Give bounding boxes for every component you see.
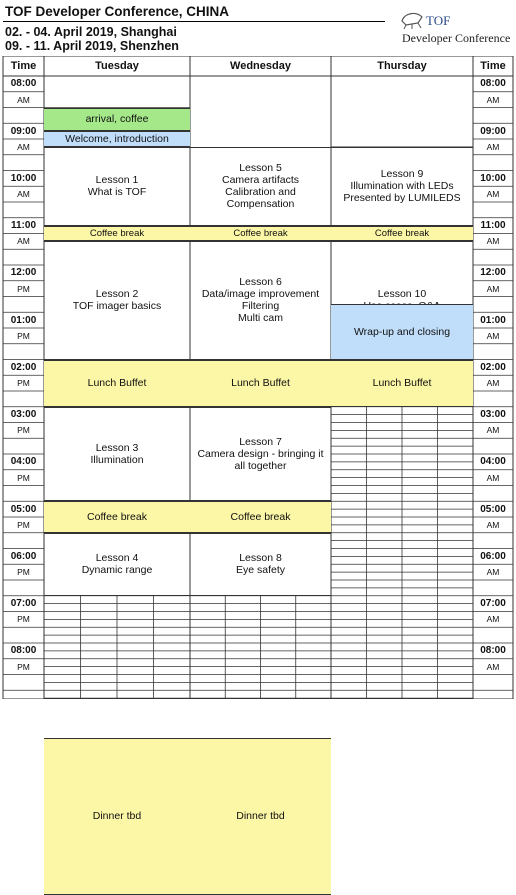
hour-label: 08:00 xyxy=(3,76,44,92)
wednesday-coffee-break-2: Coffee break xyxy=(190,501,331,533)
hour-label: 06:00 xyxy=(3,549,44,565)
am-pm-label-right: AM xyxy=(473,564,513,580)
am-pm-label-right: AM xyxy=(473,659,513,675)
am-pm-label-right: AM xyxy=(473,517,513,533)
am-pm-label: PM xyxy=(3,470,44,486)
hour-label-right: 09:00 xyxy=(473,123,513,139)
am-pm-label-right: AM xyxy=(473,470,513,486)
hour-label: 07:00 xyxy=(3,596,44,612)
am-pm-label-right: AM xyxy=(473,328,513,344)
thursday-lunch: Lunch Buffet xyxy=(331,360,473,407)
am-pm-label-right: AM xyxy=(473,139,513,155)
thursday-coffee-break: Coffee break xyxy=(331,226,473,242)
hour-label-right: 06:00 xyxy=(473,549,513,565)
wednesday-lesson-7: Lesson 7 Camera design - bringing it all together xyxy=(190,407,331,502)
hour-label: 08:00 xyxy=(3,643,44,659)
hour-label: 03:00 xyxy=(3,407,44,423)
am-pm-label-right: AM xyxy=(473,186,513,202)
am-pm-label-right: AM xyxy=(473,281,513,297)
tuesday-lesson-1: Lesson 1 What is TOF xyxy=(44,147,190,226)
hour-label-right: 02:00 xyxy=(473,360,513,376)
hour-label: 10:00 xyxy=(3,171,44,187)
hour-label-right: 05:00 xyxy=(473,501,513,517)
am-pm-label: PM xyxy=(3,423,44,439)
logo-tof-text: TOF xyxy=(426,13,450,29)
hour-label-right: 08:00 xyxy=(473,643,513,659)
tuesday-coffee-break-1: Coffee break xyxy=(44,226,190,242)
wednesday-lesson-6: Lesson 6 Data/image improvement Filtering Multi cam xyxy=(190,241,331,359)
hour-label: 04:00 xyxy=(3,454,44,470)
am-pm-label: PM xyxy=(3,517,44,533)
page-title: TOF Developer Conference, CHINA xyxy=(5,4,229,19)
hour-label-right: 08:00 xyxy=(473,76,513,92)
tuesday-arrival: arrival, coffee xyxy=(44,108,190,132)
hour-label-right: 10:00 xyxy=(473,171,513,187)
am-pm-label: PM xyxy=(3,612,44,628)
am-pm-label-right: AM xyxy=(473,234,513,250)
hour-label: 12:00 xyxy=(3,265,44,281)
wednesday-dinner: Dinner tbd xyxy=(190,738,331,895)
am-pm-label: PM xyxy=(3,564,44,580)
hour-label-right: 12:00 xyxy=(473,265,513,281)
am-pm-label: AM xyxy=(3,92,44,108)
hour-label-right: 07:00 xyxy=(473,596,513,612)
schedule-grid xyxy=(0,56,516,699)
thursday-lesson-10: Lesson 10 xyxy=(331,241,473,359)
hour-label-right: 11:00 xyxy=(473,218,513,234)
lightbulb-icon xyxy=(398,9,428,31)
am-pm-label-right: AM xyxy=(473,375,513,391)
am-pm-label: PM xyxy=(3,328,44,344)
conference-logo xyxy=(396,9,514,49)
wednesday-lesson-8: Lesson 8 Eye safety xyxy=(190,533,331,596)
tuesday-lesson-2: Lesson 2 TOF imager basics xyxy=(44,241,190,359)
hour-label-right: 03:00 xyxy=(473,407,513,423)
am-pm-label-right: AM xyxy=(473,423,513,439)
thursday-lesson-9: Lesson 9 Illumination with LEDs Presented by LUMILEDS xyxy=(331,147,473,226)
tuesday-lesson-4: Lesson 4 Dynamic range xyxy=(44,533,190,596)
am-pm-label: AM xyxy=(3,139,44,155)
tuesday-dinner: Dinner tbd xyxy=(44,738,190,895)
wednesday-lesson-5: Lesson 5 Camera artifacts Calibration and Compensation xyxy=(190,147,331,226)
am-pm-label: AM xyxy=(3,186,44,202)
page-header xyxy=(0,0,516,56)
am-pm-label: AM xyxy=(3,234,44,250)
am-pm-label-right: AM xyxy=(473,612,513,628)
wednesday-lunch: Lunch Buffet xyxy=(190,360,331,407)
am-pm-label: PM xyxy=(3,659,44,675)
hour-label: 01:00 xyxy=(3,312,44,328)
thursday-wrap-up: Wrap-up and closing xyxy=(331,304,473,359)
hour-label: 11:00 xyxy=(3,218,44,234)
time-column-header-right: Time xyxy=(473,56,513,76)
am-pm-label: PM xyxy=(3,375,44,391)
am-pm-label: PM xyxy=(3,281,44,297)
am-pm-label-right: AM xyxy=(473,92,513,108)
tuesday-welcome: Welcome, introduction xyxy=(44,131,190,147)
dates-shenzhen: 09. - 11. April 2019, Shenzhen xyxy=(5,39,179,53)
time-column-header: Time xyxy=(3,56,44,76)
tuesday-lunch: Lunch Buffet xyxy=(44,360,190,407)
title-underline xyxy=(3,21,385,22)
hour-label-right: 01:00 xyxy=(473,312,513,328)
tuesday-lesson-3: Lesson 3 Illumination xyxy=(44,407,190,502)
thursday-column-header: Thursday xyxy=(331,56,473,76)
hour-label: 02:00 xyxy=(3,360,44,376)
hour-label: 05:00 xyxy=(3,501,44,517)
tuesday-coffee-break-2: Coffee break xyxy=(44,501,190,533)
hour-label: 09:00 xyxy=(3,123,44,139)
hour-label-right: 04:00 xyxy=(473,454,513,470)
dates-shanghai: 02. - 04. April 2019, Shanghai xyxy=(5,25,177,39)
logo-subtitle: Developer Conference xyxy=(402,31,510,46)
tuesday-column-header: Tuesday xyxy=(44,56,190,76)
wednesday-column-header: Wednesday xyxy=(190,56,331,76)
wednesday-coffee-break-1: Coffee break xyxy=(190,226,331,242)
